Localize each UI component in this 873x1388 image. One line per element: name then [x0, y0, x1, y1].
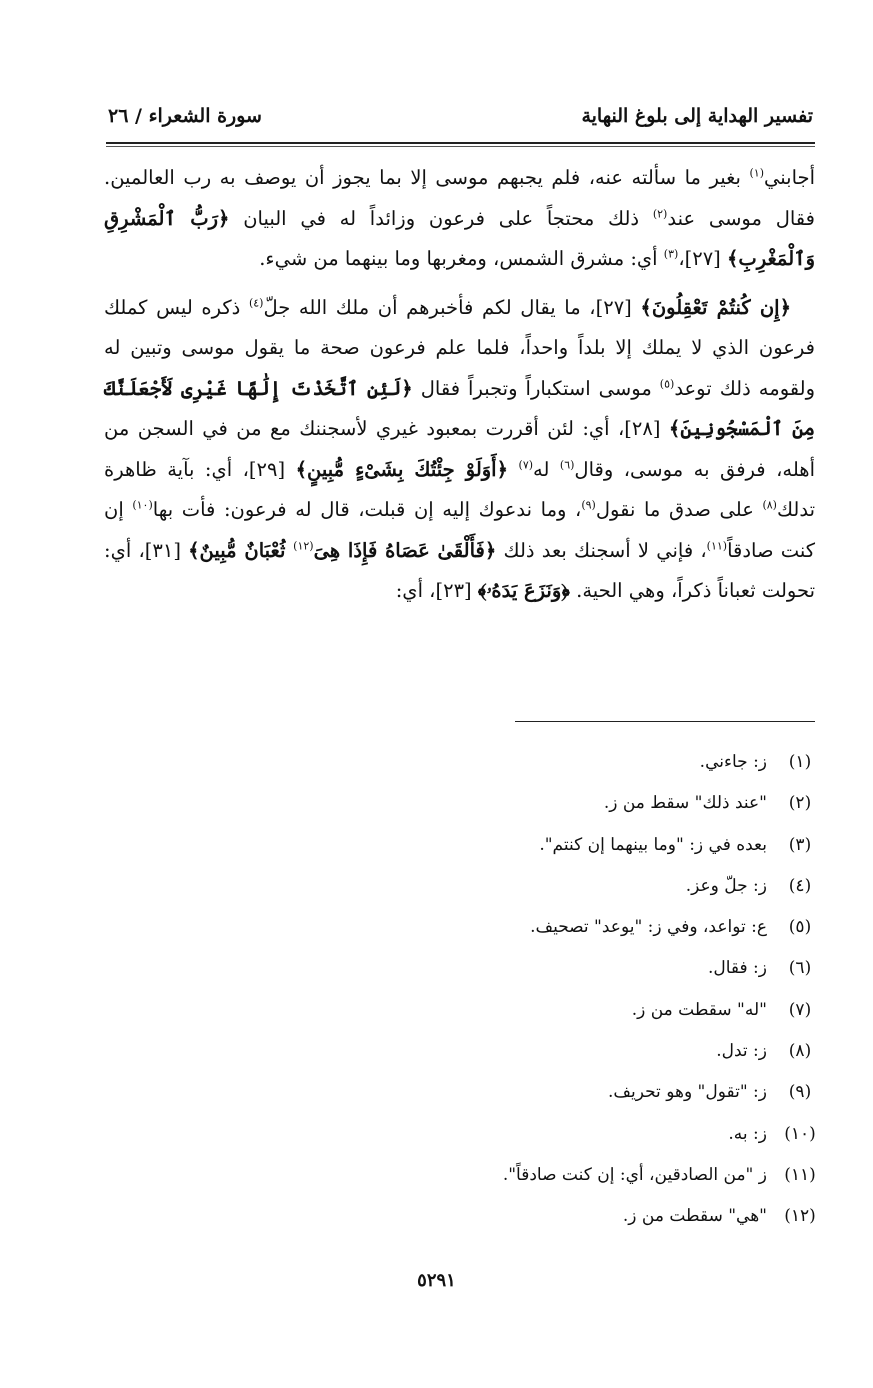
text-run: [٢٧]، ما يقال لكم فأخبرهم أن ملك الله جلّ [263, 295, 641, 319]
text-run: [٢٨]، أي: لئن أقررت بمعبود غيري لأسجننك مع من في السجن من أهله، فرفق به موسى، وقال [104, 417, 816, 481]
header-rule-thin [106, 146, 815, 147]
text-run [508, 458, 518, 481]
main-text [104, 158, 815, 612]
footnote-number: (١١) [784, 1164, 816, 1185]
verse-number: [٢٧]، [678, 247, 727, 270]
footnote-item [200, 948, 825, 989]
footnote-text: "عند ذلك" سقط من ز. [603, 793, 767, 814]
header-rule [106, 142, 815, 144]
footnote-text: "هي" سقطت من ز. [622, 1206, 767, 1227]
footnote-ref-4[interactable]: (٤) [248, 296, 264, 309]
footnote-item [200, 866, 825, 907]
text-run: ذلك محتجاً على فرعون وزائداً له في البيان [229, 206, 653, 230]
footnote-number: (١) [788, 752, 812, 772]
footnote-number: (٢) [788, 793, 812, 814]
footnote-text: "له" سقطت من ز. [631, 999, 767, 1020]
footnote-ref-3[interactable]: (٣) [663, 247, 679, 261]
footnote-item [200, 990, 825, 1031]
quran-verse: ثُعْبَانٌ مُّبِينٌ﴾ [188, 538, 294, 562]
quran-verse: ﴿لَئِنِ ٱتَّخَذْتَ إِلَٰهًا غَيْرِى لَأَجْعَلَنَّكَ مِنَ ٱلْمَسْجُونِينَ﴾ [104, 376, 816, 440]
text-run: إن كنت صادقاً [104, 498, 816, 562]
footnote-item [200, 825, 825, 866]
footnote-number: (٥) [788, 917, 812, 938]
footnote-number: (١٢) [784, 1206, 816, 1227]
footnotes-list [200, 742, 825, 1238]
surah-label: سورة الشعراء / ٢٦ [108, 105, 262, 127]
text-run: ، فإني لا أسجنك بعد ذلك [496, 538, 707, 562]
footnote-number: (٧) [788, 999, 812, 1020]
quran-verse: ﴿رَبُّ ٱلْمَشْرِقِ وَٱلْمَغْرِبِ﴾ [104, 206, 815, 270]
text-run: [٣١]، أي: تحولت ثعباناً ذكراً، وهي الحية. [104, 538, 815, 602]
quran-verse: ﴿أَوَلَوْ جِئْتُكَ بِشَىْءٍ مُّبِينٍ﴾ [295, 457, 509, 481]
footnote-text: ز: "تقول" وهو تحريف. [607, 1082, 767, 1103]
text-run: موسى استكباراً وتجبراً فقال [412, 376, 660, 400]
footnote-item [200, 1031, 825, 1072]
quran-verse: ﴿فَأَلْقَىٰ عَصَاهُ فَإِذَا هِىَ [313, 538, 497, 562]
footnote-text: ز "من الصادقين، أي: إن كنت صادقاً". [502, 1164, 767, 1185]
footnote-number: (٣) [788, 834, 812, 855]
footnote-text: بعده في ز: "وما بينهما إن كنتم". [539, 834, 767, 855]
text-run: بغير ما سألته عنه، فلم يجبهم موسى إلا بما يجوز أن يوصف به رب العالمين. فقال موسى عند [104, 166, 815, 230]
quran-verse: ﴿إِن كُنتُمْ تَعْقِلُونَ﴾ [640, 295, 791, 319]
quran-verse: ﴿وَنَزَعَ يَدَهُۥ﴾ [477, 579, 570, 602]
text-run: ذكره ليس كملك فرعون الذي لا يملك إلا بلداً واحداً، فلما علم فرعون صحة ما يقول موسى وتبين له ولقومه ذلك توعد [104, 295, 815, 400]
text-run: أجابني [764, 166, 815, 189]
paragraph-2 [104, 288, 815, 612]
footnote-number: (٦) [788, 958, 812, 979]
footnote-text: ز: فقال. [707, 958, 767, 979]
paragraph-1 [104, 158, 815, 280]
footnote-ref-7[interactable]: (٧) [518, 458, 534, 471]
footnote-item [200, 1196, 825, 1237]
footnote-ref-11[interactable]: (١١) [706, 539, 728, 552]
footnote-number: (٩) [788, 1082, 812, 1103]
footnote-ref-9[interactable]: (٩) [581, 498, 596, 512]
footnote-separator [515, 721, 815, 722]
footnote-text: ز: تدل. [716, 1041, 767, 1062]
text-run: أي: مشرق الشمس، ومغربها وما بينهما من شيء. [259, 247, 664, 270]
footnote-item [200, 1155, 825, 1196]
book-title: تفسير الهداية إلى بلوغ النهاية [581, 105, 813, 127]
text-run: [٢٣]، أي: [395, 579, 478, 602]
footnote-ref-8[interactable]: (٨) [762, 498, 777, 512]
footnote-item [200, 783, 825, 824]
footnote-ref-10[interactable]: (١٠) [132, 498, 153, 512]
footnote-ref-1[interactable]: (١) [749, 166, 765, 180]
text-run: ، وما ندعوك إليه إن قبلت، قال له فرعون: فأت بها [152, 498, 582, 521]
text-run: على صدق ما نقول [595, 498, 763, 521]
footnote-item [200, 1072, 825, 1113]
footnote-text: ز: به. [728, 1123, 767, 1144]
footnote-ref-5[interactable]: (٥) [659, 377, 675, 390]
footnote-ref-2[interactable]: (٢) [652, 207, 668, 220]
page-number: ٥٢٩١ [417, 1270, 456, 1291]
footnote-text: ز: جاءني. [699, 752, 767, 772]
footnote-text: ع: تواعد، وفي ز: "يوعد" تصحيف. [530, 917, 767, 938]
footnote-item [200, 742, 825, 783]
footnote-item [200, 907, 825, 948]
footnote-item [200, 1114, 825, 1155]
footnote-number: (٨) [788, 1041, 812, 1062]
footnote-number: (٤) [788, 875, 812, 896]
running-header [108, 96, 813, 136]
text-run: له [533, 457, 560, 481]
footnote-ref-12[interactable]: (١٢) [293, 539, 314, 552]
footnote-number: (١٠) [784, 1123, 816, 1144]
footnote-text: ز: جلّ وعز. [685, 875, 767, 896]
text-run: [٢٩]، أي: بآية ظاهرة تدلك [104, 457, 815, 521]
footnote-ref-6[interactable]: (٦) [559, 458, 575, 471]
